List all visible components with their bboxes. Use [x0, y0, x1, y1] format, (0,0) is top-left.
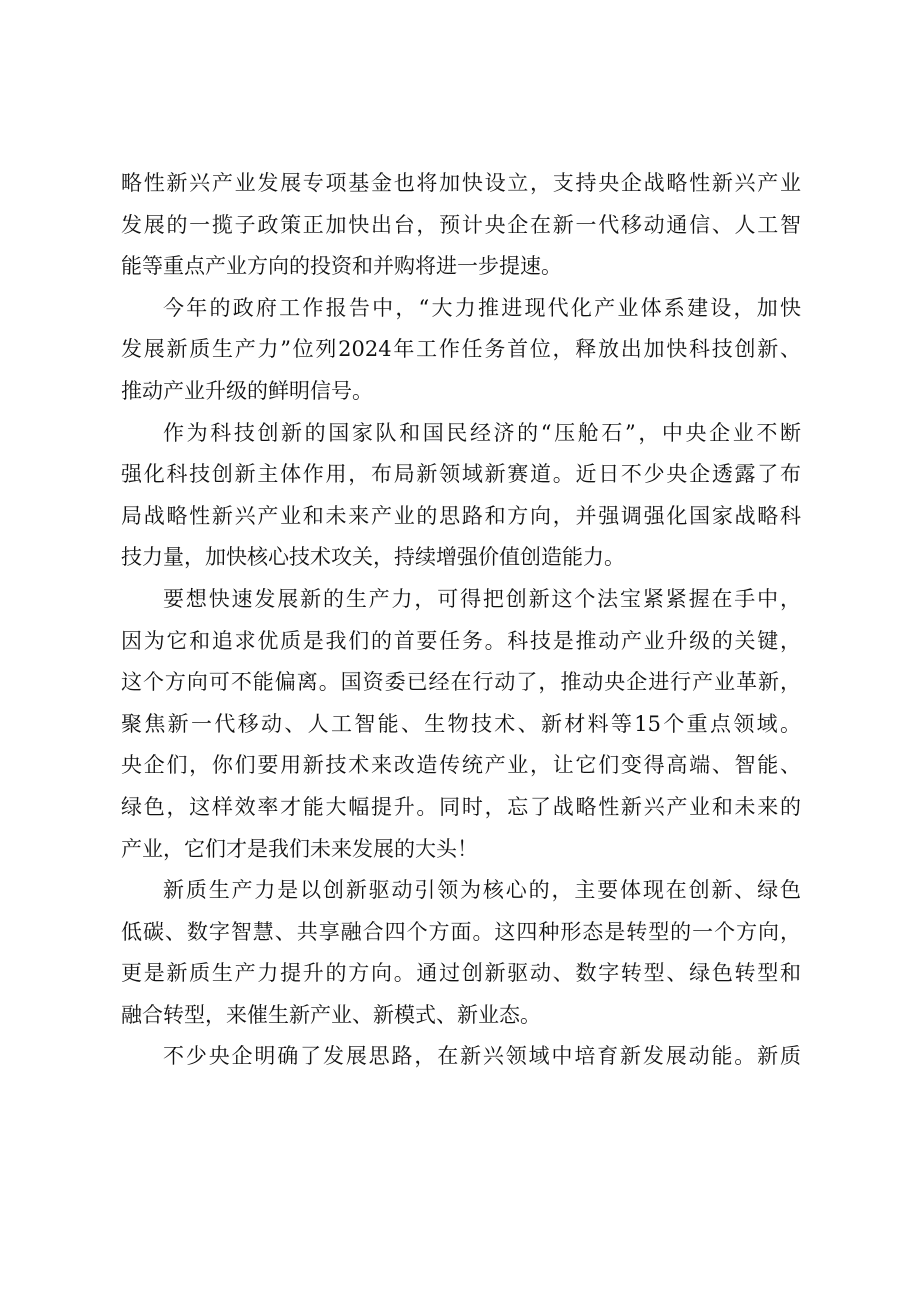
- text-line: 央企们，你们要用新技术来改造传统产业，让它们变得高端、智能、: [121, 753, 801, 778]
- paragraph-1: [121, 163, 801, 288]
- text-line: 低碳、数字智慧、共享融合四个方面。这四种形态是转型的一个方向，: [121, 919, 801, 944]
- document-body: [121, 163, 801, 1078]
- text-line: 作为科技创新的国家队和国民经济的“压舱石”，中央企业不断: [163, 420, 801, 445]
- text-line: 能等重点产业方向的投资和并购将进一步提速。: [121, 254, 562, 279]
- text-line: 绿色，这样效率才能大幅提升。同时，忘了战略性新兴产业和未来的: [121, 794, 801, 819]
- text-line: 略性新兴产业发展专项基金也将加快设立，支持央企战略性新兴产业: [121, 171, 801, 195]
- paragraph-4: [121, 579, 801, 870]
- text-line: 强化科技创新主体作用，布局新领域新赛道。近日不少央企透露了布: [121, 462, 801, 487]
- text-line: 产业，它们才是我们未来发展的大头！: [121, 836, 478, 861]
- text-line: 聚焦新一代移动、人工智能、生物技术、新材料等15个重点领域。: [121, 711, 801, 736]
- paragraph-2: [121, 288, 801, 413]
- text-line: 更是新质生产力提升的方向。通过创新驱动、数字转型、绿色转型和: [121, 961, 801, 986]
- text-line: 不少央企明确了发展思路，在新兴领域中培育新发展动能。新质: [163, 1044, 801, 1069]
- text-line: 技力量，加快核心技术攻关，持续增强价值创造能力。: [121, 545, 625, 570]
- text-line: 局战略性新兴产业和未来产业的思路和方向，并强调强化国家战略科: [121, 503, 801, 528]
- text-line: 今年的政府工作报告中，“大力推进现代化产业体系建设，加快: [163, 295, 801, 320]
- text-line: 这个方向可不能偏离。国资委已经在行动了，推动央企进行产业革新，: [121, 670, 801, 695]
- paragraph-3: [121, 413, 801, 579]
- paragraph-6: [121, 1036, 801, 1078]
- text-line: 因为它和追求优质是我们的首要任务。科技是推动产业升级的关键，: [121, 628, 801, 653]
- paragraph-5: [121, 870, 801, 1036]
- text-line: 融合转型，来催生新产业、新模式、新业态。: [121, 1002, 541, 1027]
- text-line: 发展的一揽子政策正加快出台，预计央企在新一代移动通信、人工智: [121, 212, 801, 237]
- text-line: 新质生产力是以创新驱动引领为核心的，主要体现在创新、绿色: [163, 878, 801, 903]
- text-line: 推动产业升级的鲜明信号。: [121, 378, 373, 403]
- text-line: 要想快速发展新的生产力，可得把创新这个法宝紧紧握在手中，: [163, 586, 801, 611]
- text-line: 发展新质生产力”位列2024年工作任务首位，释放出加快科技创新、: [121, 337, 801, 362]
